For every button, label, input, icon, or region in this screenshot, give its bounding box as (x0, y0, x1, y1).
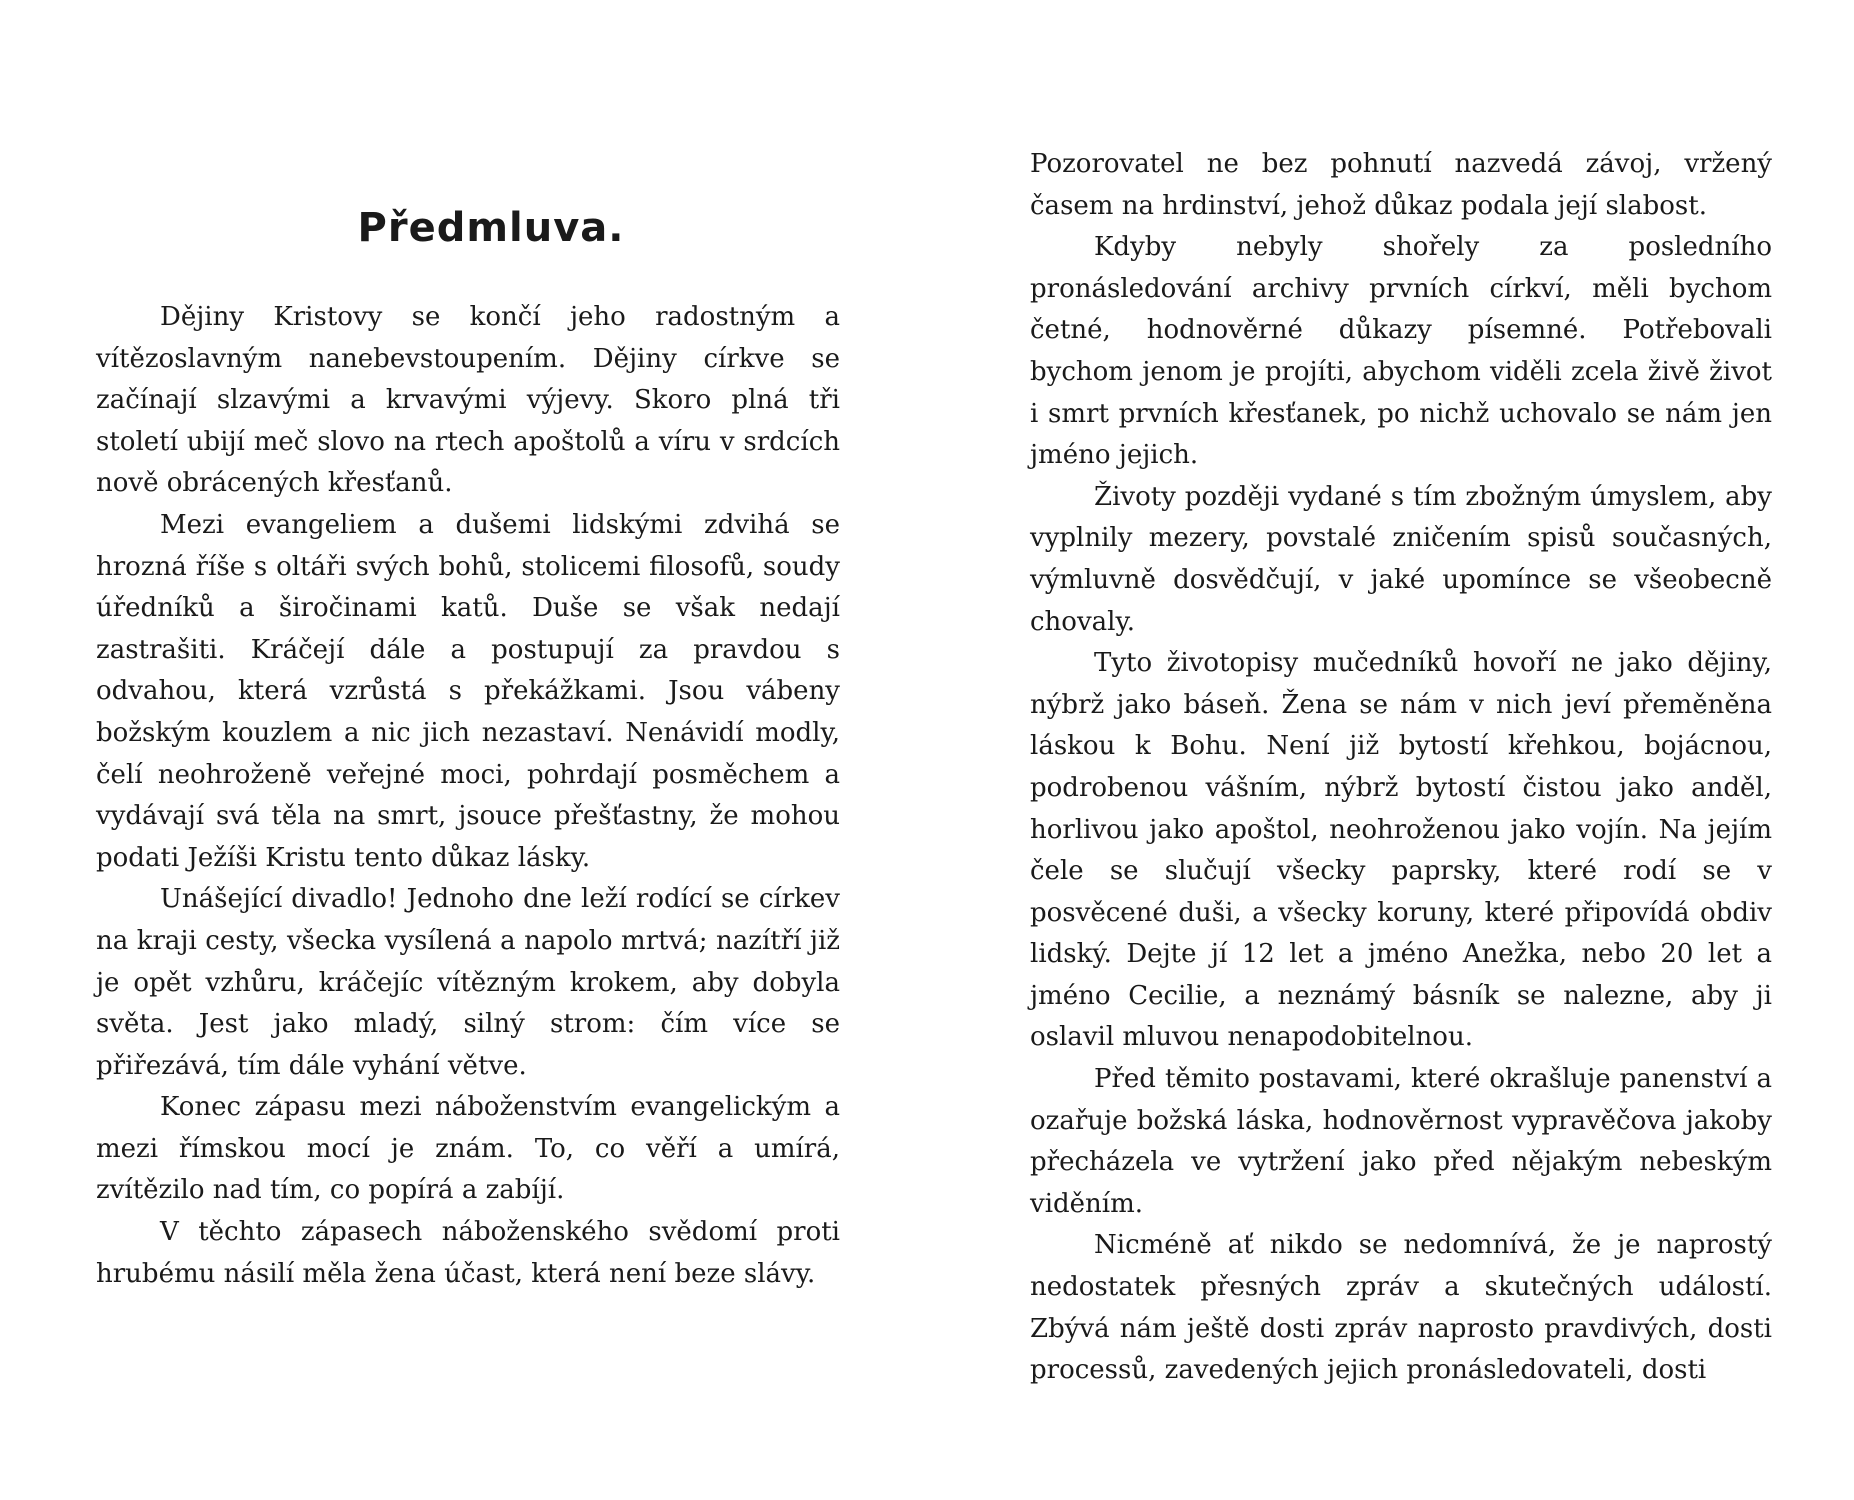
paragraph: Životy později vydané s tím zbožným úmyslem, aby vyplnily mezery, povstalé zničením spisů současných, výmluvně dosvědčují, v jaké upomínce se všeobecně chovaly. (1030, 481, 1772, 637)
paragraph: Před těmito postavami, které okrašluje panenství a ozařuje božská láska, hodnověrnost vypravěčova jakoby přecházela ve vytržení jako před nějakým nebeským viděním. (1030, 1064, 1772, 1219)
paragraph: Konec zápasu mezi náboženstvím evangelickým a mezi římskou mocí je znám. To, co věří a umírá, zvítězilo nad tím, co popírá a zabíjí. (96, 1092, 840, 1206)
paragraph: V těchto zápasech náboženského svědomí proti hrubému násilí měla žena účast, která není beze slávy. (96, 1217, 840, 1289)
paragraph-continuation: Pozorovatel ne bez pohnutí nazvedá závoj, vržený časem na hrdinství, jehož důkaz podala její slabost. (1030, 149, 1772, 221)
left-page-body (96, 297, 840, 1295)
paragraph: Tyto životopisy mučedníků hovoří ne jako dějiny, nýbrž jako báseň. Žena se nám v nich jeví přeměněna láskou k Bohu. Není již bytostí křehkou, bojácnou, podrobenou vášním, nýbrž bytostí čistou jako anděl, horlivou jako apoštol, neohroženou jako vojín. Na jejím čele se slučují všecky paprsky, které rodí se v posvěcené duši, a všecky koruny, které připovídá obdiv lidský. Dejte jí 12 let a jméno Anežka, nebo 20 let a jméno Cecilie, a neznámý básník se nalezne, aby ji oslavil mluvou nenapodobitelnou. (1030, 648, 1772, 1053)
paragraph: Mezi evangeliem a dušemi lidskými zdvihá se hrozná říše s oltáři svých bohů, stolicemi filosofů, soudy úředníků a širočinami katů. Duše se však nedají zastrašiti. Kráčejí dále a postupují za pravdou s odvahou, která vzrůstá s překážkami. Jsou vábeny božským kouzlem a nic jich nezastaví. Nenávidí modly, čelí neohroženě veřejné moci, pohrdají posměchem a vydávají svá těla na smrt, jsouce přešťastny, že mohou podati Ježíši Kristu tento důkaz lásky. (96, 509, 840, 873)
paragraph: Dějiny Kristovy se končí jeho radostným a vítězoslavným nanebevstoupením. Dějiny církve se začínají slzavými a krvavými výjevy. Skoro plná tři století ubijí meč slovo na rtech apoštolů a víru v srdcích nově obrácených křesťanů. (96, 302, 840, 499)
paragraph: Unášející divadlo! Jednoho dne leží rodící se církev na kraji cesty, všecka vysílená a napolo mrtvá; nazítří již je opět vzhůru, kráčejíc vítězným krokem, aby dobyla světa. Jest jako mladý, silný strom: čím více se přiřezává, tím dále vyhání větve. (96, 884, 840, 1081)
right-page-body (1030, 144, 1772, 1392)
paragraph: Kdyby nebyly shořely za posledního pronásledování archivy prvních církví, měli bychom četné, hodnověrné důkazy písemné. Potřebovali bychom jenom je projíti, abychom viděli zcela živě život i smrt prvních křesťanek, po nichž uchovalo se nám jen jméno jejich. (1030, 232, 1772, 471)
paragraph: Nicméně ať nikdo se nedomnívá, že je naprostý nedostatek přesných zpráv a skutečných událostí. Zbývá nám ještě dosti zpráv naprosto pravdivých, dosti processů, zavedených jejich pronásledovateli, dosti (1030, 1230, 1772, 1386)
page-title: Předmluva. (357, 205, 625, 251)
